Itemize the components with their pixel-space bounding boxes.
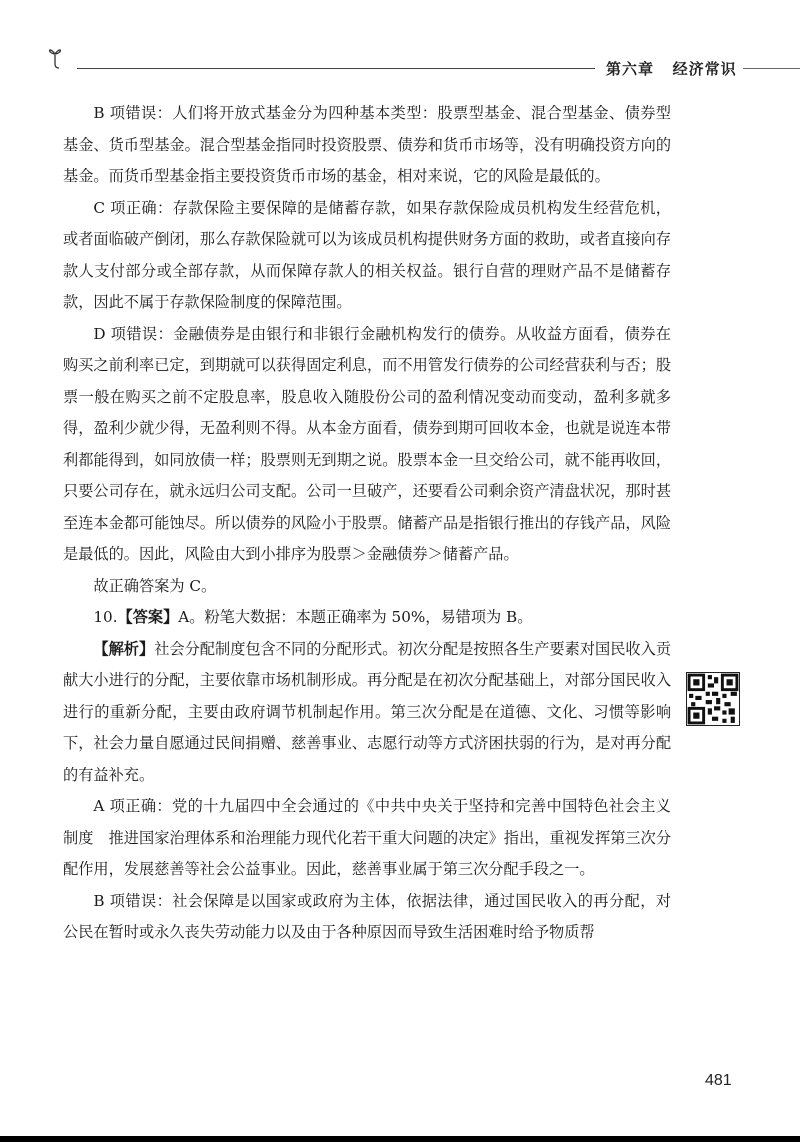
paragraph-option-a-charity: A 项正确：党的十九届四中全会通过的《中共中央关于坚持和完善中国特色社会主义制度 推进国家治理体系和治理能力现代化若干重大问题的决定》指出，重视发挥第三次分配作用，发展慈善等社会公益事业。因此，慈善事业属于第三次分配手段之一。	[63, 797, 671, 878]
paragraph-conclusion: 故正确答案为 C。	[93, 576, 217, 595]
paragraph-option-d-bonds: D 项错误：金融债券是由银行和非银行金融机构发行的债券。从收益方面看，债券在购买之前利率已定，到期就可以获得固定利息，而不用管发行债券的公司经营获利与否；股票一般在购买之前不定股息率，股息收入随股份公司的盈利情况变动而变动，盈利多就多得，盈利少就少得，无盈利则不得。从本金方面看，债券到期可回收本金，也就是说连本带利都能得到，如同放债一样；股票则无到期之说。股票本金一旦交给公司，就不能再收回，只要公司存在，就永远归公司支配。公司一旦破产，还要看公司剩余资产清盘状况，那时甚至连本金都可能蚀尽。所以债券的风险小于股票。储蓄产品是指银行推出的存钱产品，风险是最低的。因此，风险由大到小排序为股票＞金融债券＞储蓄产品。	[63, 324, 671, 563]
paragraph-option-c-deposit-insurance: C 项正确：存款保险主要保障的是储蓄存款，如果存款保险成员机构发生经营危机，或者面临破产倒闭，那么存款保险就可以为该成员机构提供财务方面的救助，或者直接向存款人支付部分或全部存款，从而保障存款人的相关权益。银行自营的理财产品不是储蓄存款，因此不属于存款保险制度的保障范围。	[63, 198, 671, 311]
page-number: 481	[705, 1072, 732, 1089]
paragraph-analysis	[63, 634, 671, 792]
page-header	[0, 0, 800, 90]
bottom-bar	[0, 1136, 800, 1142]
answer-label: 【答案】	[117, 608, 179, 626]
answer-text: A。粉笔大数据：本题正确率为 50%，易错项为 B。	[178, 608, 533, 626]
header-rule-right	[743, 68, 800, 69]
analysis-text: 社会分配制度包含不同的分配形式。初次分配是按照各生产要素对国民收入贡献大小进行的分配，主要依靠市场机制形成。再分配是在初次分配基础上，对部分国民收入进行的重新分配，主要由政府调节机制起作用。第三次分配是在道德、文化、习惯等影响下，社会力量自愿通过民间捐赠、慈善事业、志愿行动等方式济困扶弱的行为，是对再分配的有益补充。	[63, 639, 672, 784]
paragraph-option-b-social-security: B 项错误：社会保障是以国家或政府为主体，依据法律，通过国民收入的再分配，对公民在暂时或永久丧失劳动能力以及由于各种原因而导致生活困难时给予物质帮	[63, 891, 671, 941]
analysis-label: 【解析】	[93, 639, 155, 658]
paragraph-answer	[63, 602, 671, 634]
paragraph-option-b-funds: B 项错误：人们将开放式基金分为四种基本类型：股票型基金、混合型基金、债券型基金、货币型基金。混合型基金指同时投资股票、债券和货币市场等，没有明确投资方向的基金。而货币型基金指主要投资货币市场的基金，相对来说，它的风险是最低的。	[63, 104, 671, 185]
page-body	[63, 98, 671, 949]
sprout-icon	[46, 42, 76, 72]
header-rule	[77, 68, 595, 69]
qr-code[interactable]	[686, 672, 740, 726]
chapter-title: 第六章 经济常识	[606, 60, 737, 78]
question-number: 10.	[93, 608, 118, 626]
